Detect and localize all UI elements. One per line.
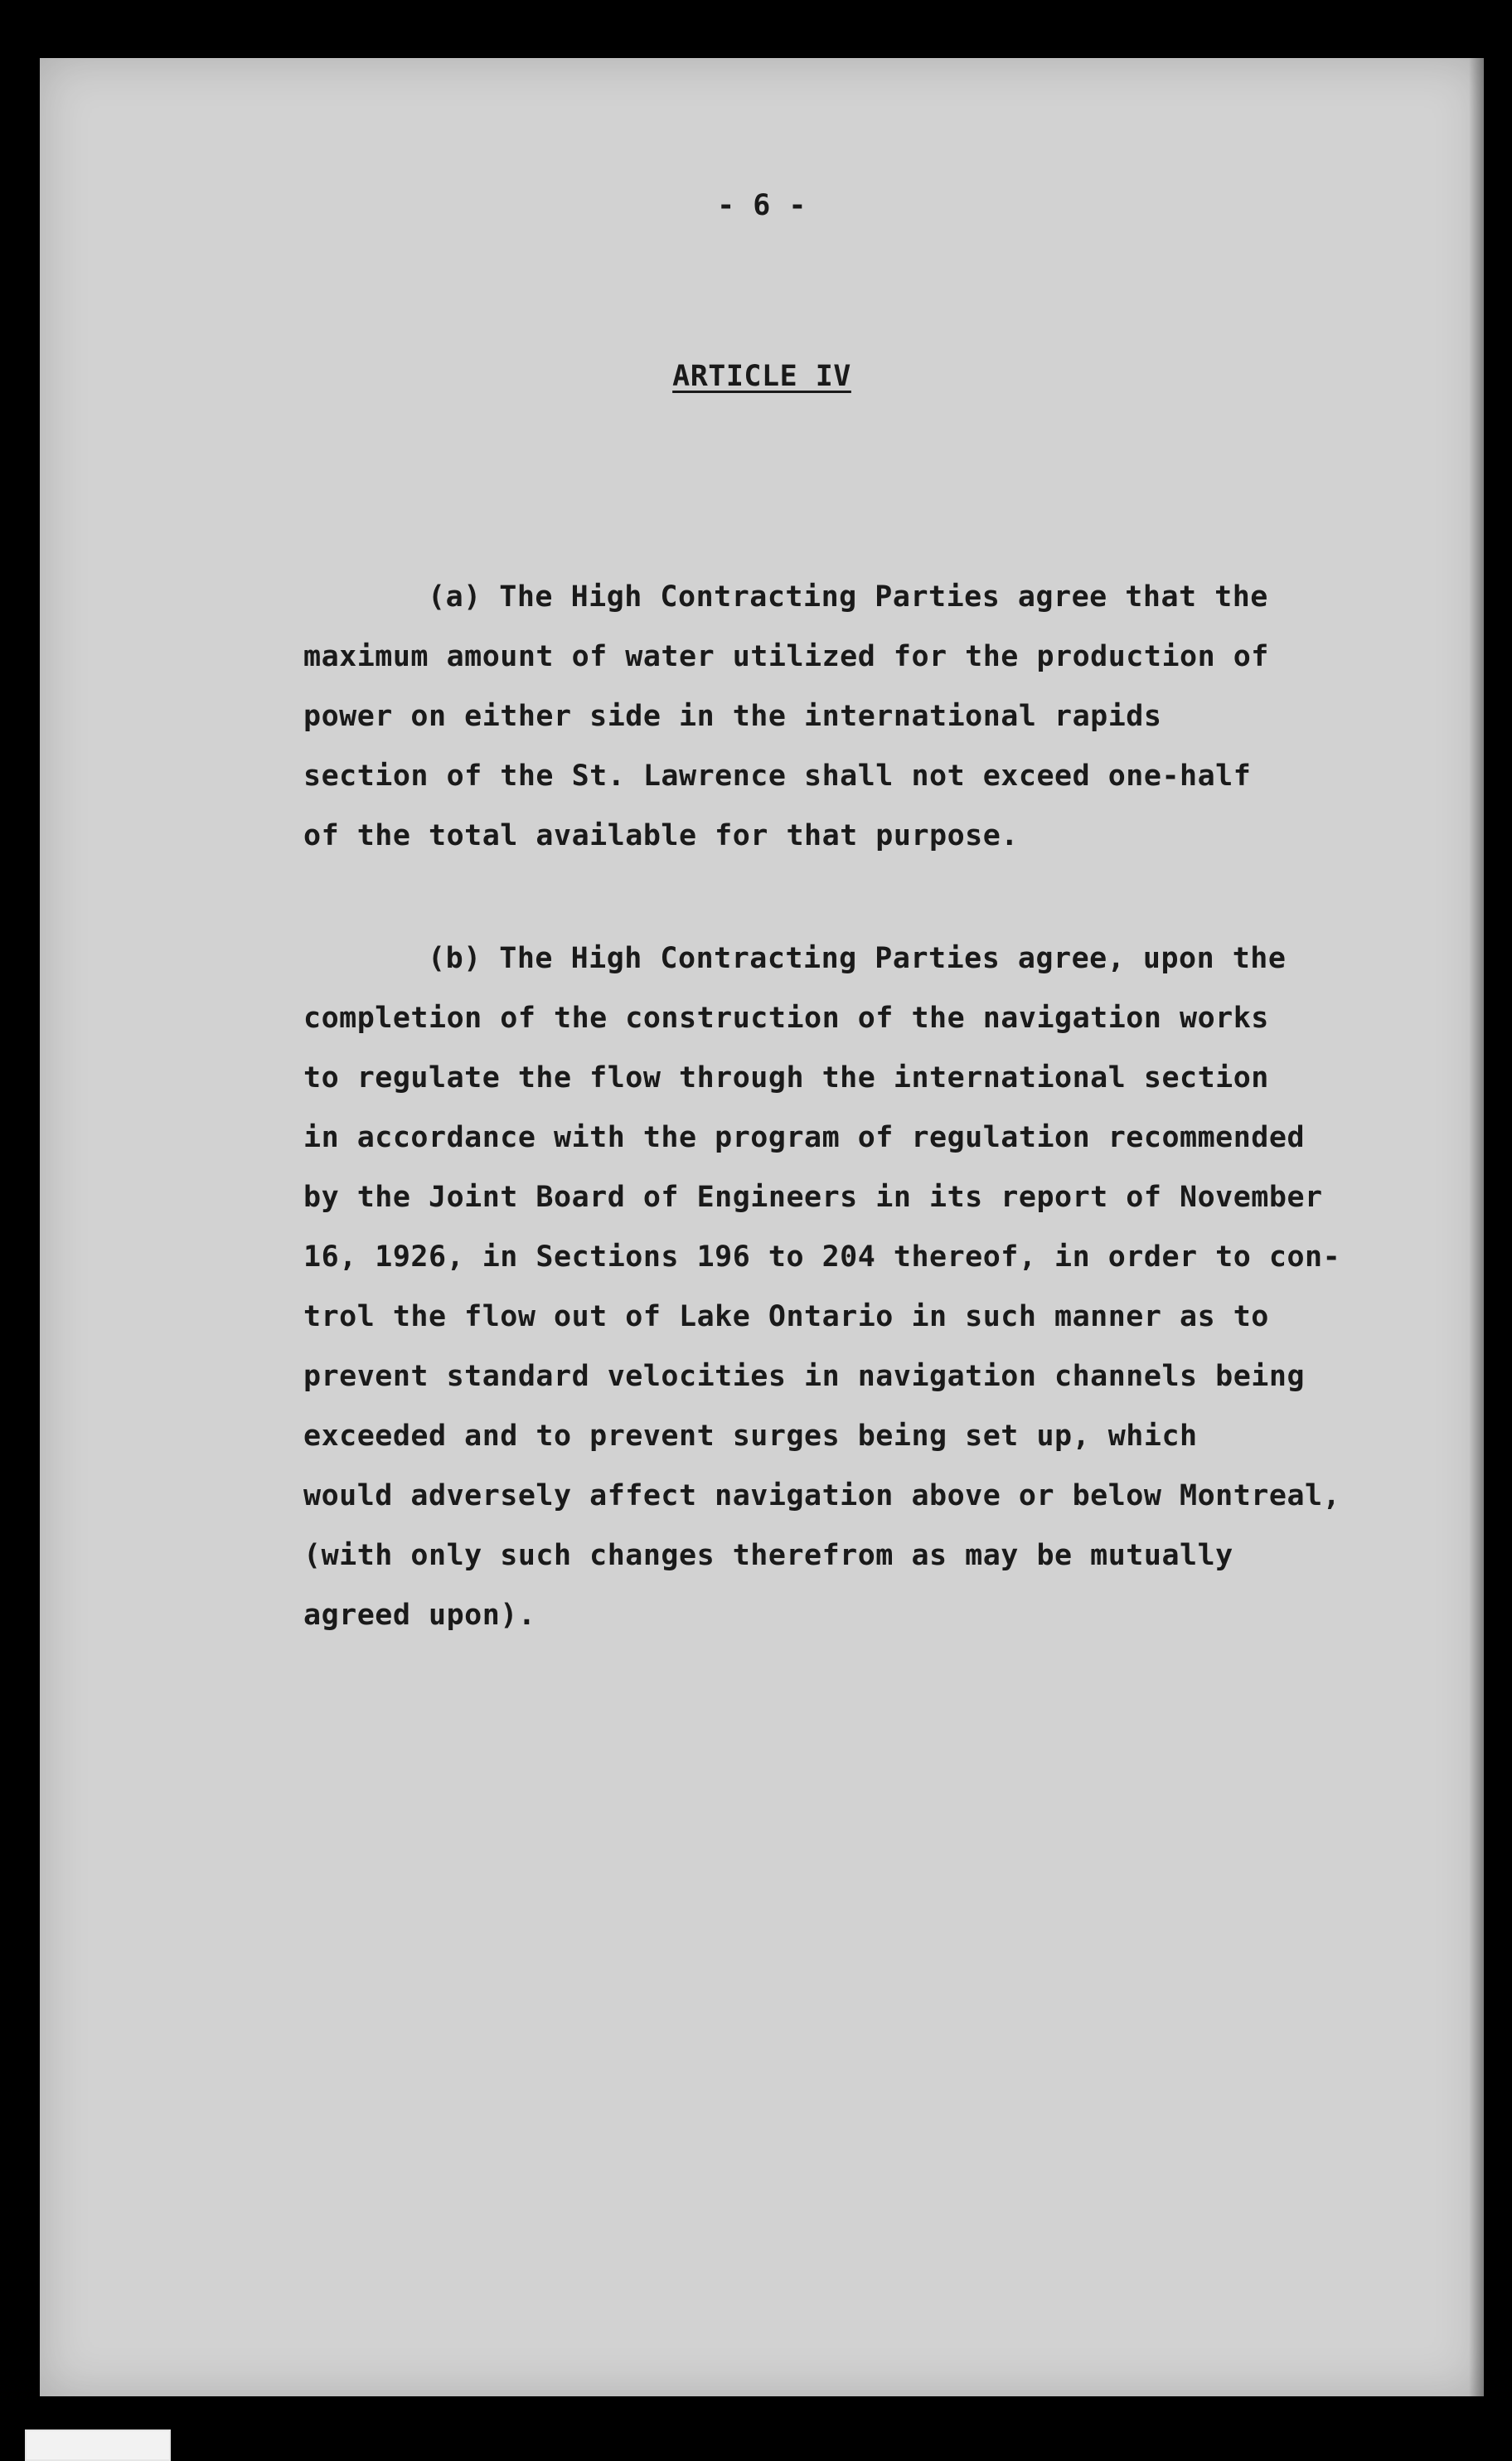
paragraph-b-line: (b) The High Contracting Parties agree, upon the	[428, 942, 1287, 975]
paragraph-b-line: by the Joint Board of Engineers in its report of November	[303, 1181, 1323, 1214]
paragraph-a-line: section of the St. Lawrence shall not exceed one-half	[303, 760, 1252, 793]
paragraph-a-line: maximum amount of water utilized for the production of	[303, 640, 1269, 673]
film-corner-mark	[25, 2429, 171, 2461]
paragraph-b-line: agreed upon).	[303, 1599, 536, 1632]
page-number: - 6 -	[717, 189, 807, 222]
paragraph-b	[303, 929, 1389, 1645]
paragraph-b-line: 16, 1926, in Sections 196 to 204 thereof, in order to con-	[303, 1240, 1341, 1274]
paragraph-a-line: power on either side in the international rapids	[303, 700, 1162, 733]
paragraph-b-line: (with only such changes therefrom as may be mutually	[303, 1539, 1233, 1572]
paragraph-b-line: trol the flow out of Lake Ontario in such manner as to	[303, 1300, 1269, 1333]
paragraph-a-line: (a) The High Contracting Parties agree that the	[428, 580, 1268, 614]
paragraph-b-line: exceeded and to prevent surges being set up, which	[303, 1420, 1198, 1453]
paragraph-b-line: in accordance with the program of regulation recommended	[303, 1121, 1306, 1154]
paragraph-b-line: would adversely affect navigation above or below Montreal,	[303, 1479, 1341, 1512]
article-heading: ARTICLE IV	[672, 360, 851, 393]
paragraph-b-line: to regulate the flow through the international section	[303, 1061, 1269, 1095]
document-page	[40, 58, 1484, 2396]
paragraph-a-line: of the total available for that purpose.	[303, 819, 1019, 852]
paragraph-a	[303, 567, 1389, 866]
paragraph-b-line: prevent standard velocities in navigation channels being	[303, 1360, 1306, 1393]
paragraph-b-line: completion of the construction of the navigation works	[303, 1002, 1269, 1035]
